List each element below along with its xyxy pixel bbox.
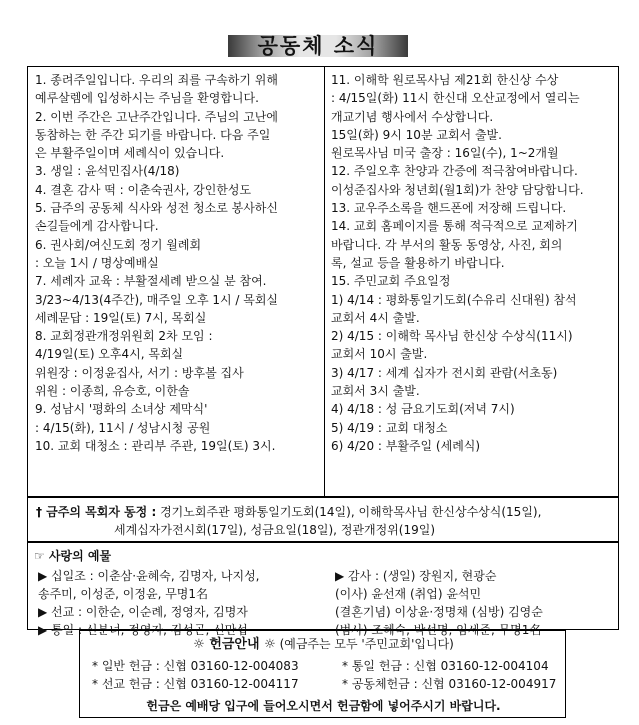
announcement-line: 1) 4/14 : 평화통일기도회(수유리 신대원) 참석 bbox=[331, 292, 577, 307]
offerings-title: ☞ 사랑의 예물 bbox=[34, 549, 112, 563]
left-column bbox=[35, 71, 321, 455]
announcement-line: 교회서 4시 출발. bbox=[331, 310, 420, 325]
announcement-line: 교회서 3시 출발. bbox=[331, 384, 420, 399]
announcement-line: 10. 교회 대청소 : 관리부 주관, 19일(토) 3시. bbox=[35, 438, 276, 453]
announcement-line: 15. 주민교회 주요일정 bbox=[331, 274, 451, 289]
announcement-line: 9. 성남시 '평화의 소녀상 제막식' bbox=[35, 402, 208, 417]
offering-line: 송주미, 이성준, 이정윤, 무명1名 bbox=[38, 587, 209, 601]
announcement-line: 6. 권사회/여신도회 정기 월례회 bbox=[35, 237, 202, 252]
announcement-line: : 4/15일(화) 11시 한신대 오산교정에서 열리는 bbox=[331, 91, 580, 106]
offering-line: (결혼기념) 이상윤·정명채 (심방) 김영순 bbox=[335, 605, 543, 619]
column-divider bbox=[324, 67, 325, 496]
announcement-line: : 4/15(화), 11시 / 성남시청 공원 bbox=[35, 420, 211, 435]
announcement-line: 위원 : 이종희, 유승호, 이한솔 bbox=[35, 384, 190, 399]
offering-guide-heading: ☼ 헌금안내 ☼ bbox=[193, 637, 276, 652]
announcement-line: 은 부활주일이며 세례식이 있습니다. bbox=[35, 146, 225, 161]
announcement-line: 바랍니다. 각 부서의 활동 동영상, 사진, 회의 bbox=[331, 237, 563, 252]
announcement-line: 3) 4/17 : 세계 십자가 전시회 관람(서초동) bbox=[331, 365, 558, 380]
announcement-line: 손길들에게 감사합니다. bbox=[35, 219, 159, 234]
pastor-activities-label: † 금주의 목회자 동정 : bbox=[36, 505, 157, 519]
pastor-activities-box bbox=[27, 497, 619, 542]
announcement-line: 15일(화) 9시 10분 교회서 출발. bbox=[331, 127, 502, 142]
offering-line: (범사) 조혜숙, 박선명, 임세준, 무명1名 bbox=[335, 623, 542, 637]
offerings-left bbox=[38, 567, 338, 639]
announcement-line: 원로목사님 미국 출장 : 16일(수), 1~2개월 bbox=[331, 146, 559, 161]
offering-line: ▶ 감사 : (생일) 장원지, 현광순 bbox=[335, 569, 497, 583]
announcement-line: 4) 4/18 : 성 금요기도회(저녁 7시) bbox=[331, 402, 515, 417]
announcement-line: 5) 4/19 : 교회 대청소 bbox=[331, 420, 448, 435]
announcement-line: 록, 설교 등을 활용하기 바랍니다. bbox=[331, 255, 505, 270]
offerings-of-love-box bbox=[27, 542, 619, 637]
announcement-line: 이성준집사와 청년회(월1회)가 찬양 담당합니다. bbox=[331, 182, 584, 197]
offering-line: ▶ 선교 : 이한순, 이순례, 정영자, 김명자 bbox=[38, 605, 248, 619]
announcement-line: 6) 4/20 : 부활주일 (세례식) bbox=[331, 438, 481, 453]
page-title: 공동체 소식 bbox=[257, 34, 379, 58]
account-general: * 일반 헌금 : 신협 03160-12-004083 bbox=[92, 659, 299, 673]
announcement-line: 3. 생일 : 윤석민집사(4/18) bbox=[35, 164, 180, 179]
announcement-line: 4/19일(토) 오후4시, 목회실 bbox=[35, 347, 184, 362]
announcement-line: 세례문답 : 19일(토) 7시, 목회실 bbox=[35, 310, 207, 325]
announcement-line: 8. 교회정관개정위원회 2차 모임 : bbox=[35, 329, 213, 344]
offering-line: ▶ 통일 : 신분녀, 정영자, 김성곤, 신만섭 bbox=[38, 623, 248, 637]
announcement-line: 13. 교우주소록을 핸드폰에 저장해 드립니다. bbox=[331, 201, 567, 216]
announcement-line: 위원장 : 이정윤집사, 서기 : 방후볼 집사 bbox=[35, 365, 244, 380]
announcement-line: 14. 교회 홈페이지를 통해 적극적으로 교제하기 bbox=[331, 219, 578, 234]
announcement-line: : 오늘 1시 / 명상예배실 bbox=[35, 255, 159, 270]
announcement-line: 2) 4/15 : 이해학 목사님 한신상 수상식(11시) bbox=[331, 329, 573, 344]
offering-line: ▶ 십일조 : 이춘삼·윤혜숙, 김명자, 나지성, bbox=[38, 569, 260, 583]
offering-guide-title bbox=[80, 635, 567, 654]
announcement-line: 3/23~4/13(4주간), 매주일 오후 1시 / 목회실 bbox=[35, 292, 279, 307]
announcement-line: 예루살렘에 입성하시는 주님을 환영합니다. bbox=[35, 91, 259, 106]
announcement-line: 4. 결혼 감사 떡 : 이춘숙권사, 강인한성도 bbox=[35, 182, 252, 197]
account-unification: * 통일 헌금 : 신협 03160-12-004104 bbox=[342, 659, 549, 673]
pastor-activities-text-2: 세계십자가전시회(17일), 성금요일(18일), 정관개정위(19일) bbox=[114, 523, 435, 537]
right-column bbox=[331, 71, 616, 455]
account-mission: * 선교 헌금 : 신협 03160-12-004117 bbox=[92, 677, 299, 691]
account-community: * 공동체헌금 : 신협 03160-12-004917 bbox=[342, 677, 557, 691]
pastor-activities-text: 경기노회주관 평화통일기도회(14일), 이해학목사님 한신상수상식(15일), bbox=[160, 505, 542, 519]
announcement-line: 개교기념 행사에서 수상합니다. bbox=[331, 109, 494, 124]
announcement-line: 1. 종려주일입니다. 우리의 죄를 구속하기 위해 bbox=[35, 73, 278, 87]
announcement-line: 교회서 10시 출발. bbox=[331, 347, 428, 362]
announcement-line: 2. 이번 주간은 고난주간입니다. 주님의 고난에 bbox=[35, 109, 278, 124]
announcement-line: 동참하는 한 주간 되기를 바랍니다. 다음 주일 bbox=[35, 127, 271, 142]
announcement-line: 12. 주일오후 찬양과 간증에 적극참여바랍니다. bbox=[331, 164, 578, 179]
offering-guide-subtitle: (예금주는 모두 '주민교회'입니다) bbox=[279, 637, 454, 651]
announcement-line: 5. 금주의 공동체 식사와 성전 청소로 봉사하신 bbox=[35, 201, 278, 216]
pastor-activities-line bbox=[36, 503, 618, 521]
offering-line: (이사) 윤선재 (취업) 윤석민 bbox=[335, 587, 482, 601]
announcement-line: 7. 세례자 교육 : 부활절세례 받으실 분 참여. bbox=[35, 274, 267, 289]
title-banner bbox=[228, 31, 408, 59]
offering-guide-box bbox=[79, 630, 566, 718]
offerings-right bbox=[335, 567, 625, 639]
offering-note: 헌금은 예배당 입구에 들어오시면서 헌금함에 넣어주시기 바랍니다. bbox=[146, 699, 501, 713]
announcement-line: 11. 이해학 원로목사님 제21회 한신상 수상 bbox=[331, 73, 559, 87]
announcements-box bbox=[27, 66, 619, 497]
